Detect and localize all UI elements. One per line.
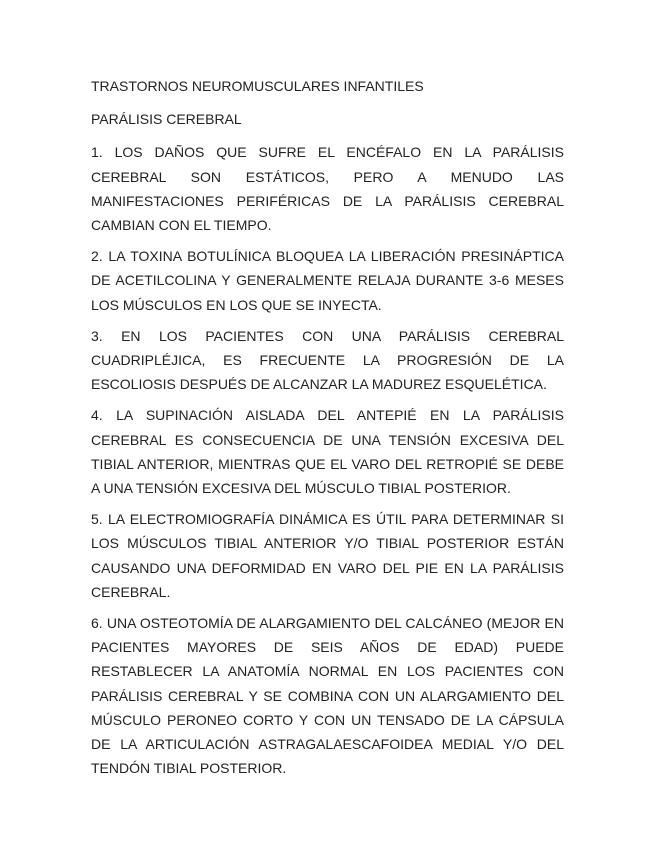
document-title: TRASTORNOS NEUROMUSCULARES INFANTILES xyxy=(91,78,424,94)
paragraph-6: 6. UNA OSTEOTOMÍA DE ALARGAMIENTO DEL CALCÁNEO (MEJOR EN PACIENTES MAYORES DE SEIS AÑOS DE EDAD) PUEDE RESTABLECER LA ANATOMÍA NORMAL EN LOS PACIENTES CON PARÁLISIS CEREBRAL Y SE COMBINA CON UN ALARGAMIENTO DEL MÚSCULO PERONEO CORTO Y CON UN TENSADO DE LA CÁPSULA DE LA ARTICULACIÓN ASTRAGALAESCAFOIDEA MEDIAL Y/O DEL TENDÓN TIBIAL POSTERIOR. xyxy=(91,615,564,777)
paragraph-5: 5. LA ELECTROMIOGRAFÍA DINÁMICA ES ÚTIL PARA DETERMINAR SI LOS MÚSCULOS TIBIAL ANTERIOR Y/O TIBIAL POSTERIOR ESTÁN CAUSANDO UNA DEFORMIDAD EN VARO DEL PIE EN LA PARÁLISIS CEREBRAL. xyxy=(91,511,564,600)
document-page xyxy=(91,74,564,787)
paragraph-2: 2. LA TOXINA BOTULÍNICA BLOQUEA LA LIBERACIÓN PRESINÁPTICA DE ACETILCOLINA Y GENERALMENTE RELAJA DURANTE 3-6 MESES LOS MÚSCULOS EN LOS QUE SE INYECTA. xyxy=(91,248,564,313)
paragraph-4: 4. LA SUPINACIÓN AISLADA DEL ANTEPIÉ EN LA PARÁLISIS CEREBRAL ES CONSECUENCIA DE UNA TENSIÓN EXCESIVA DEL TIBIAL ANTERIOR, MIENTRAS QUE EL VARO DEL RETROPIÉ SE DEBE A UNA TENSIÓN EXCESIVA DEL MÚSCULO TIBIAL POSTERIOR. xyxy=(91,407,564,497)
paragraph-3: 3. EN LOS PACIENTES CON UNA PARÁLISIS CEREBRAL CUADRIPLÉJICA, ES FRECUENTE LA PROGRESIÓN DE LA ESCOLIOSIS DESPUÉS DE ALCANZAR LA MADUREZ ESQUELÉTICA. xyxy=(91,327,564,393)
paragraph-1: 1. LOS DAÑOS QUE SUFRE EL ENCÉFALO EN LA PARÁLISIS CEREBRAL SON ESTÁTICOS, PERO A MENUDO LAS MANIFESTACIONES PERIFÉRICAS DE LA PARÁLISIS CEREBRAL CAMBIAN CON EL TIEMPO. xyxy=(91,144,564,234)
section-heading: PARÁLISIS CEREBRAL xyxy=(91,111,242,128)
